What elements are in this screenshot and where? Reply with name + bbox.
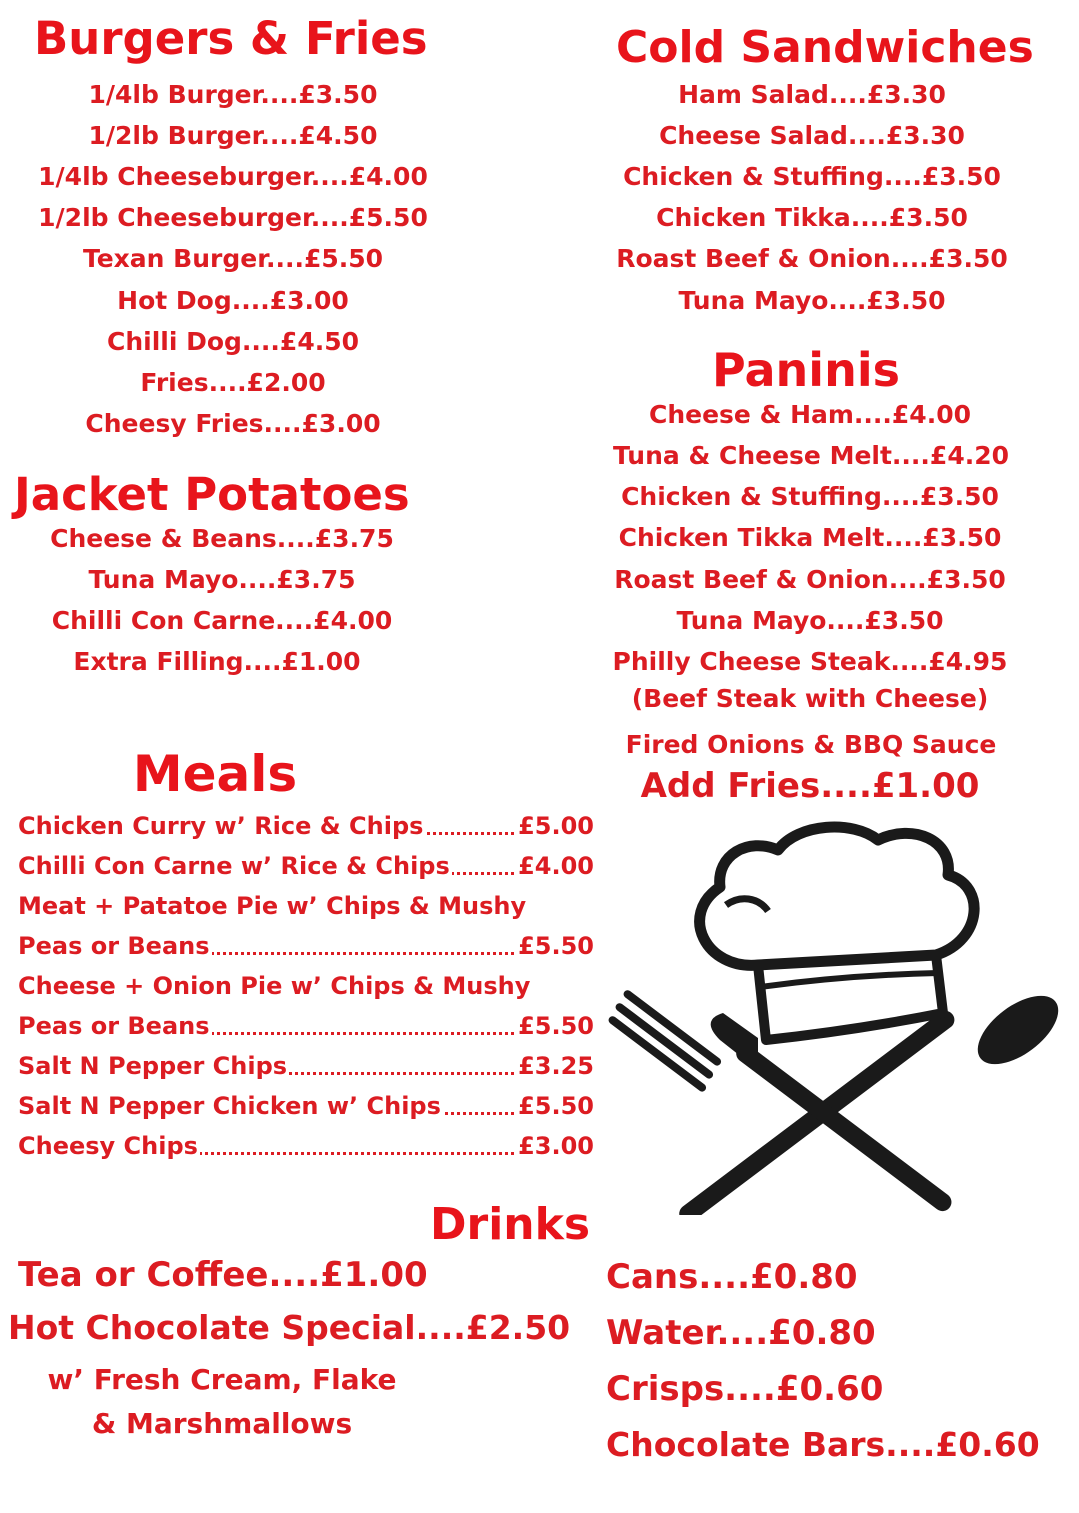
meal-name: Chilli Con Carne w’ Rice & Chips [18, 852, 450, 880]
menu-item: 1/4lb Burger....£3.50 [88, 80, 378, 109]
menu-item: Tuna Mayo....£3.50 [676, 606, 944, 635]
meal-name: Peas or Beans [18, 1012, 210, 1040]
meal-name: Salt N Pepper Chips [18, 1052, 288, 1080]
menu-item-note: (Beef Steak with Cheese) [631, 684, 989, 713]
menu-item: Chicken Tikka Melt....£3.50 [618, 523, 1002, 552]
meal-row [18, 891, 594, 921]
chef-hat-crossed-utensils-icon [608, 815, 1078, 1215]
drink-item: Tea or Coffee....£1.00 [18, 1255, 428, 1295]
meal-price: £5.50 [518, 1012, 594, 1040]
menu-item: Fries....£2.00 [140, 368, 326, 397]
meal-row [18, 931, 594, 961]
jacket-heading: Jacket Potatoes [14, 468, 410, 521]
menu-item: Chicken Tikka....£3.50 [656, 203, 968, 232]
meal-name: Cheesy Chips [18, 1132, 198, 1160]
meal-row [18, 1131, 594, 1161]
spoon-bowl [966, 983, 1070, 1078]
menu-item: Chilli Con Carne....£4.00 [51, 606, 393, 635]
menu-item: Chilli Dog....£4.50 [106, 327, 359, 356]
meal-name: Salt N Pepper Chicken w’ Chips [18, 1092, 441, 1120]
meal-price: £5.00 [518, 812, 594, 840]
meal-row [18, 811, 594, 841]
meal-name: Chicken Curry w’ Rice & Chips [18, 812, 424, 840]
meal-price: £3.25 [518, 1052, 594, 1080]
fork-tine [608, 1015, 708, 1094]
fork-tine [614, 1002, 715, 1081]
menu-item: Roast Beef & Onion....£3.50 [614, 565, 1006, 594]
fork-tine [622, 989, 723, 1068]
menu-item: Hot Dog....£3.00 [117, 286, 349, 315]
menu-item: Cheese & Beans....£3.75 [50, 524, 394, 553]
meal-name: Cheese + Onion Pie w’ Chips & Mushy [18, 972, 531, 1000]
drink-item: Crisps....£0.60 [606, 1369, 884, 1409]
menu-item: Chicken & Stuffing....£3.50 [621, 482, 999, 511]
meal-price: £4.00 [518, 852, 594, 880]
paninis-heading: Paninis [712, 343, 900, 397]
menu-item: Tuna & Cheese Melt....£4.20 [613, 441, 1009, 470]
drink-note: w’ Fresh Cream, Flake [47, 1363, 397, 1396]
cold-sandwiches-heading: Cold Sandwiches [616, 22, 1034, 73]
drink-item: Hot Chocolate Special....£2.50 [8, 1308, 571, 1347]
meal-name: Peas or Beans [18, 932, 210, 960]
meal-row [18, 1051, 594, 1081]
meal-price: £5.50 [518, 932, 594, 960]
burgers-heading: Burgers & Fries [34, 12, 428, 65]
drink-item: Water....£0.80 [606, 1313, 876, 1353]
drink-item: Cans....£0.80 [606, 1257, 858, 1297]
menu-item: Tuna Mayo....£3.75 [88, 565, 356, 594]
menu-item: 1/4lb Cheeseburger....£4.00 [38, 162, 428, 191]
meal-row [18, 851, 594, 881]
menu-item: Ham Salad....£3.30 [678, 80, 946, 109]
meal-row [18, 971, 594, 1001]
meal-row [18, 1011, 594, 1041]
meal-price: £3.00 [518, 1132, 594, 1160]
drinks-heading: Drinks [430, 1199, 591, 1250]
menu-item: Philly Cheese Steak....£4.95 [612, 647, 1008, 676]
menu-item: Texan Burger....£5.50 [82, 244, 384, 273]
drink-item: Chocolate Bars....£0.60 [606, 1425, 1040, 1464]
menu-item: Cheese Salad....£3.30 [659, 121, 965, 150]
meal-row [18, 1091, 594, 1121]
meals-heading: Meals [132, 745, 298, 803]
fork-handle [733, 1041, 955, 1215]
menu-item: Roast Beef & Onion....£3.50 [616, 244, 1008, 273]
menu-item: Extra Filling....£1.00 [73, 647, 361, 676]
drink-note: & Marshmallows [91, 1407, 353, 1440]
menu-item: 1/2lb Cheeseburger....£5.50 [38, 203, 428, 232]
meal-name: Meat + Patatoe Pie w’ Chips & Mushy [18, 892, 527, 920]
menu-item: Tuna Mayo....£3.50 [678, 286, 946, 315]
meal-price: £5.50 [518, 1092, 594, 1120]
menu-item: Cheesy Fries....£3.00 [85, 409, 381, 438]
menu-item: Cheese & Ham....£4.00 [648, 400, 971, 429]
add-fries: Add Fries....£1.00 [640, 766, 980, 806]
menu-item-note: Fired Onions & BBQ Sauce [625, 730, 997, 759]
menu-item: 1/2lb Burger....£4.50 [88, 121, 378, 150]
menu-item: Chicken & Stuffing....£3.50 [623, 162, 1001, 191]
